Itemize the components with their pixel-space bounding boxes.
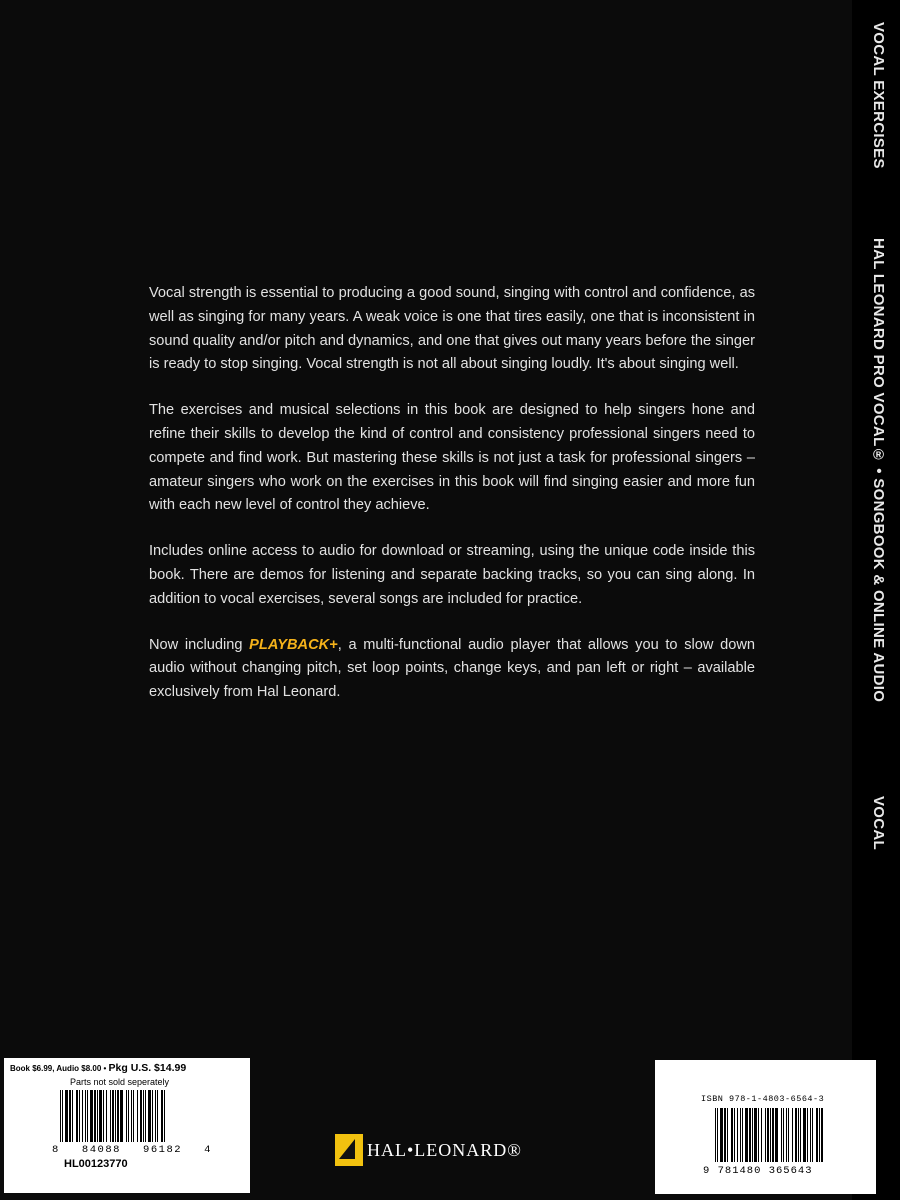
ean-digits: 9 781480 365643 (703, 1165, 813, 1177)
upc-digit-group: 8 (52, 1144, 60, 1156)
hal-leonard-logo-icon (335, 1134, 363, 1166)
para4-suffix: , a multi-functional audio player that allows you to slow down audio without changing pitch, set loop points, change keys, and pan left or right – available exclusively from Hal Leonard. (149, 636, 755, 701)
description-text (149, 282, 755, 727)
price-line (10, 1062, 246, 1074)
description-paragraph-3: Includes online access to audio for download or streaming, using the unique code inside this book. There are demos for listening and separate backing tracks, so you can sing along. In addition to vocal exercises, several songs are included for practice. (149, 543, 755, 607)
price-breakdown: Book $6.99, Audio $8.00 • (10, 1064, 109, 1073)
upc-digit-group: 84088 (81, 1144, 121, 1156)
upc-digit-group: 4 (204, 1144, 212, 1156)
barcode-gap (823, 1108, 824, 1162)
isbn-block (655, 1060, 876, 1194)
package-price: Pkg U.S. $14.99 (108, 1062, 187, 1074)
book-spine (852, 0, 900, 1200)
spine-category: VOCAL (870, 796, 887, 850)
upc-digit-group: 96182 (143, 1144, 183, 1156)
description-paragraph-4 (149, 634, 755, 705)
description-paragraph-1: Vocal strength is essential to producing a good sound, singing with control and confidence, as well as singing for many years. A weak voice is one that tires easily, one that is inconsistent in sound quality and/or pitch and dynamics, and one that gives out many years before the singer is ready to stop singing. Vocal strength is not all about singing loudly. It's about singing well. (149, 285, 755, 373)
publisher-logo (335, 1134, 522, 1166)
spine-title: VOCAL EXERCISES (870, 22, 887, 169)
upc-barcode (60, 1090, 166, 1142)
publisher-name: HAL•LEONARD® (367, 1139, 522, 1160)
price-sticker (4, 1058, 250, 1193)
parts-note: Parts not sold seperately (70, 1077, 170, 1087)
spine-series: HAL LEONARD PRO VOCAL® • SONGBOOK & ONLINE AUDIO (870, 238, 887, 703)
description-paragraph-2: The exercises and musical selections in this book are designed to help singers hone and refine their skills to develop the kind of control and consistency professional singers need to compete and find work. But mastering these skills is not just a task for professional singers – amateur singers who work on the exercises in this book will find singing easier and more fun with each new level of control they achieve. (149, 402, 755, 514)
product-code: HL00123770 (64, 1158, 128, 1170)
playback-plus-highlight: PLAYBACK+ (249, 636, 338, 653)
isbn-number: ISBN 978-1-4803-6564-3 (701, 1094, 825, 1104)
para4-prefix: Now including (149, 636, 250, 653)
upc-digits (52, 1144, 212, 1156)
barcode-gap (165, 1090, 166, 1142)
ean-barcode (715, 1108, 824, 1162)
